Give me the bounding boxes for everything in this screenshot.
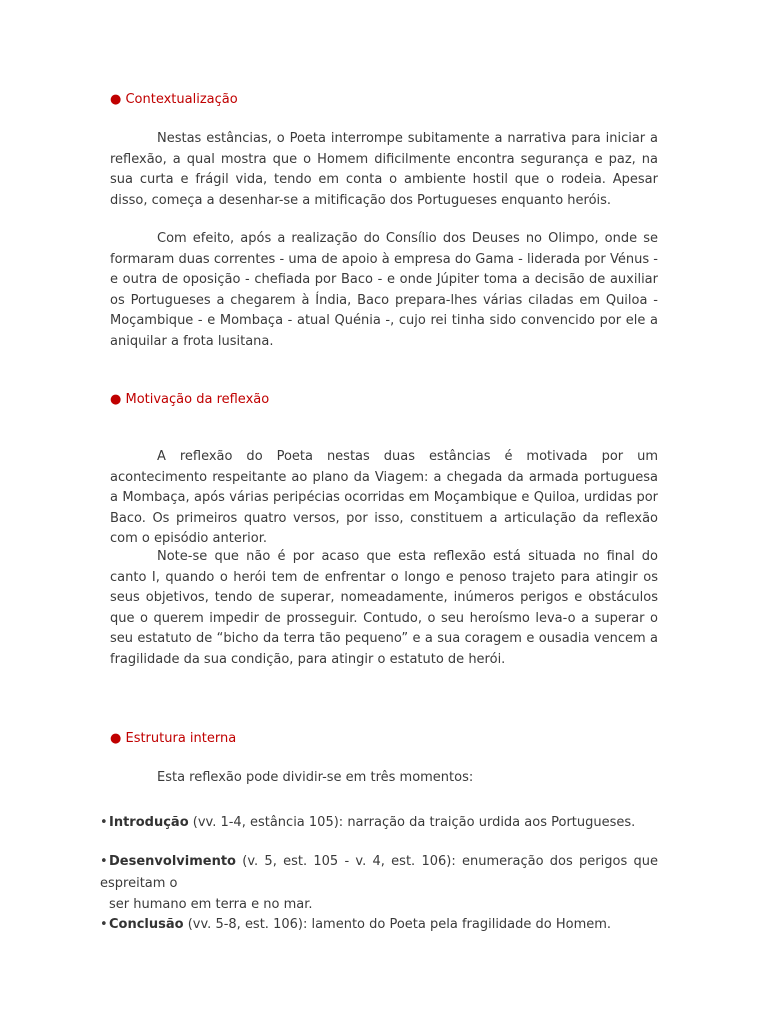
bullet-icon: • [100, 917, 108, 932]
paragraph-motivacao-2: Note-se que não é por acaso que esta reflexão está situada no final do canto I, quando o herói tem de enfrentar o longo e penoso trajeto para atingir os seus objetivos, tendo de superar, nomeadamente, inúmeros perigos e obstáculos que o querem impedir de prosseguir. Contudo, o seu heroísmo leva-o a superar o seu estatuto de “bicho da terra tão pequeno” e a sua coragem e ousadia vencem a fragilidade da sua condição, para atingir o estatuto de herói. [110, 549, 658, 667]
paragraph-motivacao-1: A reflexão do Poeta nestas duas estâncias é motivada por um acontecimento respeitante ao plano da Viagem: a chegada da armada portuguesa a Mombaça, após várias peripécias ocorridas em Moçambique e Quiloa, urdidas por Baco. Os primeiros quatro versos, por isso, constituem a articulação da reflexão com o episódio anterior. [110, 449, 658, 547]
list-item-ref: (v. 5, est. 105 - v. 4, est. 106): [235, 854, 462, 869]
list-item-text: lamento do Poeta pela fragilidade do Homem. [311, 917, 612, 932]
list-item-text: enumeração dos perigos que espreitam o [100, 854, 658, 891]
paragraph-contextualizacao-2: Com efeito, após a realização do Consílio dos Deuses no Olimpo, onde se formaram duas correntes - uma de apoio à empresa do Gama - liderada por Vénus - e outra de oposição - chefiada por Baco - e onde Júpiter toma a decisão de auxiliar os Portugueses a chegarem à Índia, Baco prepara-lhes várias ciladas em Quiloa - Moçambique - e Mombaça - atual Quénia -, cujo rei tinha sido convencido por ele a aniquilar a frota lusitana. [110, 231, 658, 349]
list-item-ref: (vv. 5-8, est. 106): [183, 917, 312, 932]
section-heading-contextualizacao: ● Contextualização [110, 92, 238, 107]
list-item-term: Desenvolvimento [109, 854, 236, 869]
estrutura-intro: Esta reflexão pode dividir-se em três momentos: [157, 770, 474, 785]
section-heading-estrutura: ● Estrutura interna [110, 731, 237, 746]
bullet-icon: • [100, 815, 108, 830]
list-item-introducao [100, 812, 658, 834]
list-item-term: Conclusão [109, 917, 184, 932]
list-item-text-continued: ser humano em terra e no mar. [109, 897, 313, 912]
list-item-ref: (vv. 1-4, estância 105): [188, 815, 348, 830]
paragraph-contextualizacao-1: Nestas estâncias, o Poeta interrompe subitamente a narrativa para iniciar a reflexão, a qual mostra que o Homem dificilmente encontra segurança e paz, na sua curta e frágil vida, tendo em conta o ambiente hostil que o rodeia. Apesar disso, começa a desenhar-se a mitificação dos Portugueses enquanto heróis. [110, 131, 658, 208]
bullet-icon: • [100, 854, 108, 869]
list-item-text: narração da traição urdida aos Portugueses. [347, 815, 636, 830]
section-heading-motivacao: ● Motivação da reflexão [110, 392, 270, 407]
list-item-desenvolvimento [100, 851, 658, 916]
list-item-conclusao [100, 914, 658, 936]
list-item-term: Introdução [109, 815, 189, 830]
